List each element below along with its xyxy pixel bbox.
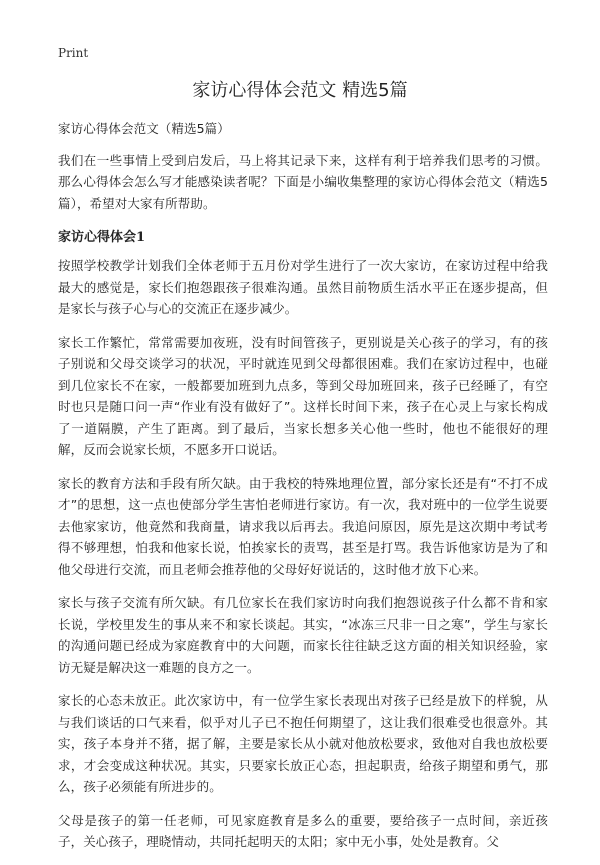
paragraph-2: 家长工作繁忙，常常需要加夜班，没有时间管孩子，更别说是关心孩子的学习，有的孩子别说和父母交谈学习的状况，平时就连见到父母都很困难。我们在家访过程中，也碰到几位家长不在家，一般都要加班到九点多，等到父母加班回来，孩子已经睡了，有空时也只是随口问一声“作业有没有做好了”。这样长时间下来，孩子在心灵上与家长构成了一道隔膜，产生了距离。到了最后，当家长想多关心他一些时，他也不能很好的理解，反而会说家长烦，不愿多开口说话。 [58, 334, 548, 457]
article-subtitle: 家访心得体会范文（精选5篇） [58, 121, 230, 136]
paragraph-5: 家长的心态未放正。此次家访中，有一位学生家长表现出对孩子已经是放下的样貌，从与我们谈话的口气来看，似乎对儿子已不抱任何期望了，这让我们很难受也很意外。其实，孩子本身并不猪，据了解，主要是家长从小就对他放松要求，致他对自我也放松要求，才会变成这种状况。其实，只要家长放正心态，担起职责，给孩子期望和勇气，那么，孩子必须能有所进步的。 [58, 693, 548, 794]
paragraph-3: 家长的教育方法和手段有所欠缺。由于我校的特殊地理位置，部分家长还是有“不打不成才”的思想，这一点也使部分学生害怕老师进行家访。有一次，我对班中的一位学生说要去他家家访，他竟然和我商量，请求我以后再去。我追问原因，原先是这次期中考试考得不够理想，怕我和他家长说，怕挨家长的责骂，甚至是打骂。我告诉他家访是为了和他父母进行交流，而且老师会推荐他的父母好好说话的，这时他才放下心来。 [58, 475, 548, 577]
section-heading: 家访心得体会1 [58, 230, 146, 245]
page-title: 家访心得体会范文 精选5篇 [192, 80, 408, 101]
print-link[interactable]: Print [58, 46, 89, 60]
paragraph-6: 父母是孩子的第一任老师，可见家庭教育是多么的重要，要给孩子一点时间，亲近孩子，关心孩子，理晓情动，共同托起明天的太阳；家中无小事，处处是教育。父 [58, 812, 548, 849]
paragraph-1: 按照学校教学计划我们全体老师于五月份对学生进行了一次大家访，在家访过程中给我最大的感觉是，家长们抱怨跟孩子很难沟通。虽然目前物质生活水平正在逐步提高，但是家长与孩子心与心的交流正在逐步减少。 [58, 258, 548, 316]
article-body [58, 118, 548, 865]
intro-paragraph: 我们在一些事情上受到启发后，马上将其记录下来，这样有利于培养我们思考的习惯。那么心得体会怎么写才能感染读者呢？下面是小编收集整理的家访心得体会范文（精选5篇），希望对大家有所帮助。 [58, 152, 548, 211]
paragraph-4: 家长与孩子交流有所欠缺。有几位家长在我们家访时向我们抱怨说孩子什么都不肯和家长说，学校里发生的事从来不和家长谈起。其实，“冰冻三尺非一日之寒”，学生与家长的沟通问题已经成为家庭教育中的大问题，而家长往往缺乏这方面的相关知识经验，家访无疑是解决这一难题的良方之一。 [58, 595, 548, 675]
